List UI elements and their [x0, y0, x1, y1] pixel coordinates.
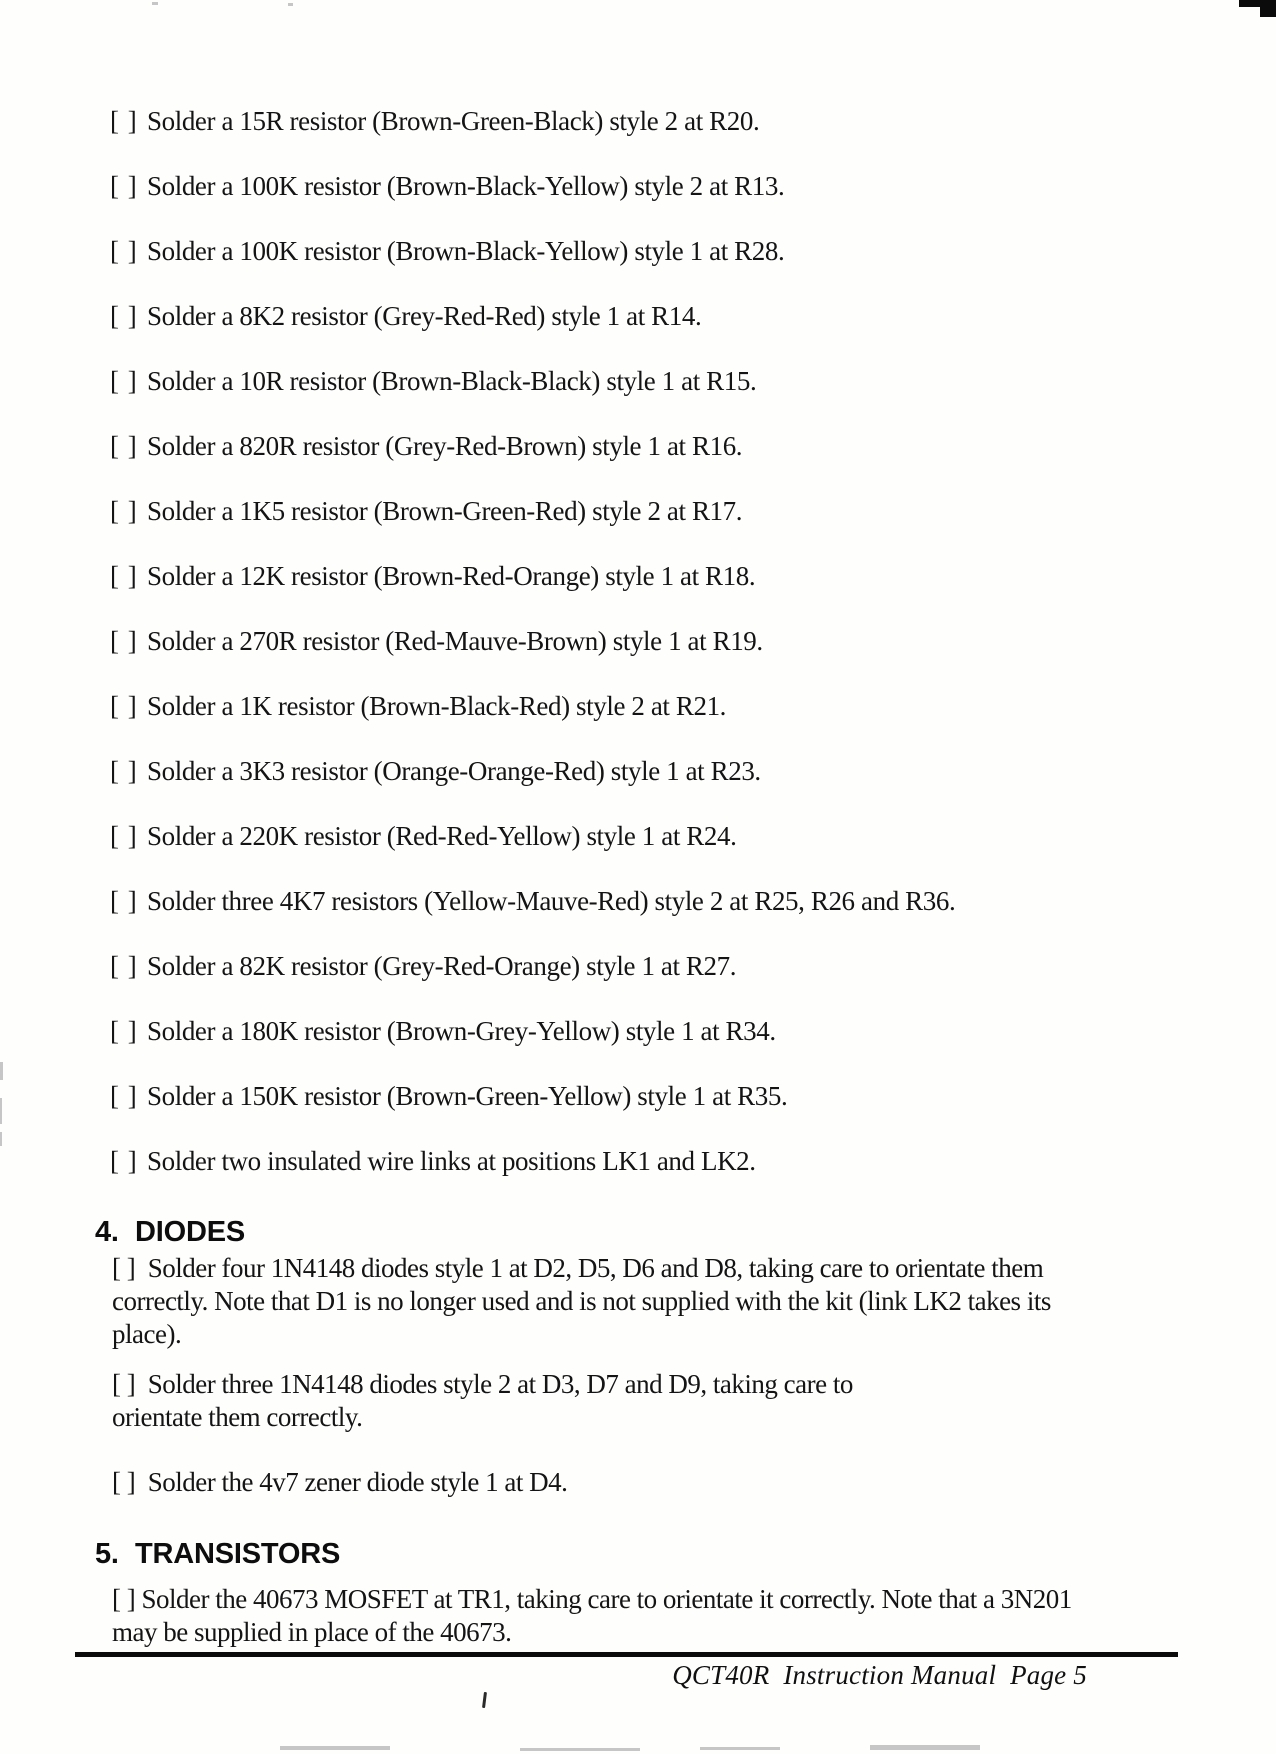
checkbox-brackets: [ ] [110, 1146, 138, 1176]
diodes-step-3 [112, 1466, 567, 1499]
scan-artifact [0, 1132, 2, 1146]
checklist-item [110, 365, 1236, 430]
scan-artifact [0, 1098, 2, 1124]
checklist-item-text: Solder a 100K resistor (Brown-Black-Yellow) style 2 at R13. [147, 171, 785, 201]
checkbox-brackets: [ ] [110, 1081, 138, 1111]
checkbox-brackets: [ ] [110, 561, 138, 591]
scan-artifact [288, 3, 293, 6]
section-number: 4. [95, 1216, 119, 1248]
checklist-item-text: Solder a 1K resistor (Brown-Black-Red) style 2 at R21. [147, 691, 727, 721]
scan-artifact [870, 1745, 980, 1750]
checklist-item [110, 1145, 1236, 1210]
footer-rule [75, 1652, 1178, 1657]
section-number: 5. [95, 1538, 119, 1570]
checkbox-brackets: [ ] [110, 756, 138, 786]
diodes-step-1 [112, 1252, 1051, 1351]
scan-artifact [152, 2, 158, 5]
checklist-item [110, 170, 1236, 235]
checkbox-brackets: [ ] [110, 951, 138, 981]
scan-artifact [280, 1746, 390, 1750]
checklist-item [110, 300, 1236, 365]
paragraph-line: may be supplied in place of the 40673. [112, 1617, 512, 1647]
resistor-checklist [110, 105, 1236, 1210]
checklist-item-text: Solder a 12K resistor (Brown-Red-Orange) style 1 at R18. [147, 561, 756, 591]
checklist-item-text: Solder a 270R resistor (Red-Mauve-Brown) style 1 at R19. [147, 626, 763, 656]
checklist-item-text: Solder a 15R resistor (Brown-Green-Black) style 2 at R20. [147, 106, 760, 136]
checklist-item-text: Solder a 10R resistor (Brown-Black-Black) style 1 at R15. [147, 366, 757, 396]
checklist-item-text: Solder three 4K7 resistors (Yellow-Mauve-Red) style 2 at R25, R26 and R36. [147, 886, 956, 916]
checklist-item-text: Solder a 820R resistor (Grey-Red-Brown) style 1 at R16. [147, 431, 743, 461]
checklist-item-text: Solder a 150K resistor (Brown-Green-Yellow) style 1 at R35. [147, 1081, 788, 1111]
checklist-item [110, 690, 1236, 755]
checklist-item [110, 430, 1236, 495]
checkbox-brackets: [ ] [110, 821, 138, 851]
section-title: TRANSISTORS [135, 1538, 341, 1570]
checklist-item [110, 885, 1236, 950]
transistors-step-1 [112, 1583, 1072, 1649]
checklist-item-text: Solder a 220K resistor (Red-Red-Yellow) style 1 at R24. [147, 821, 737, 851]
checklist-item [110, 950, 1236, 1015]
scan-artifact [700, 1747, 780, 1750]
scan-artifact [0, 1062, 3, 1080]
checklist-item-text: Solder a 180K resistor (Brown-Grey-Yellow) style 1 at R34. [147, 1016, 776, 1046]
checklist-item-text: Solder a 3K3 resistor (Orange-Orange-Red) style 1 at R23. [147, 756, 761, 786]
checkbox-brackets: [ ] [110, 366, 138, 396]
paragraph-line: [ ] Solder the 40673 MOSFET at TR1, taking care to orientate it correctly. Note that a 3N201 [112, 1584, 1072, 1614]
paragraph-line: orientate them correctly. [112, 1402, 363, 1432]
scan-artifact [520, 1748, 640, 1751]
section-title: DIODES [135, 1216, 245, 1248]
scan-artifact [1260, 7, 1276, 17]
checkbox-brackets: [ ] [110, 431, 138, 461]
checklist-item-text: Solder a 1K5 resistor (Brown-Green-Red) style 2 at R17. [147, 496, 743, 526]
checkbox-brackets: [ ] [110, 236, 138, 266]
checkbox-brackets: [ ] [110, 886, 138, 916]
page-footer: QCT40R Instruction Manual Page 5 [672, 1660, 1087, 1690]
section-heading-transistors [95, 1536, 340, 1572]
checklist-item-text: Solder a 100K resistor (Brown-Black-Yellow) style 1 at R28. [147, 236, 785, 266]
checkbox-brackets: [ ] [110, 1016, 138, 1046]
paragraph-line: [ ] Solder three 1N4148 diodes style 2 at D3, D7 and D9, taking care to [112, 1369, 853, 1399]
checklist-item [110, 495, 1236, 560]
paragraph-line: [ ] Solder the 4v7 zener diode style 1 at D4. [112, 1467, 568, 1497]
paragraph-line: [ ] Solder four 1N4148 diodes style 1 at D2, D5, D6 and D8, taking care to orientate them [112, 1253, 1044, 1283]
checklist-item [110, 1080, 1236, 1145]
checklist-item-text: Solder two insulated wire links at positions LK1 and LK2. [147, 1146, 756, 1176]
checkbox-brackets: [ ] [110, 106, 138, 136]
paragraph-line: correctly. Note that D1 is no longer used and is not supplied with the kit (link LK2 takes its [112, 1286, 1051, 1316]
checkbox-brackets: [ ] [110, 496, 138, 526]
checklist-item [110, 625, 1236, 690]
checklist-item-text: Solder a 8K2 resistor (Grey-Red-Red) style 1 at R14. [147, 301, 702, 331]
checkbox-brackets: [ ] [110, 626, 138, 656]
section-heading-diodes [95, 1214, 245, 1250]
diodes-step-2 [112, 1368, 853, 1434]
checklist-item [110, 235, 1236, 300]
checklist-item [110, 105, 1236, 170]
checklist-item [110, 560, 1236, 625]
checkbox-brackets: [ ] [110, 301, 138, 331]
scan-artifact [482, 1692, 487, 1708]
checklist-item [110, 755, 1236, 820]
checklist-item [110, 820, 1236, 885]
scan-artifact [1239, 0, 1276, 7]
checklist-item-text: Solder a 82K resistor (Grey-Red-Orange) style 1 at R27. [147, 951, 737, 981]
checkbox-brackets: [ ] [110, 171, 138, 201]
checklist-item [110, 1015, 1236, 1080]
checkbox-brackets: [ ] [110, 691, 138, 721]
paragraph-line: place). [112, 1319, 182, 1349]
